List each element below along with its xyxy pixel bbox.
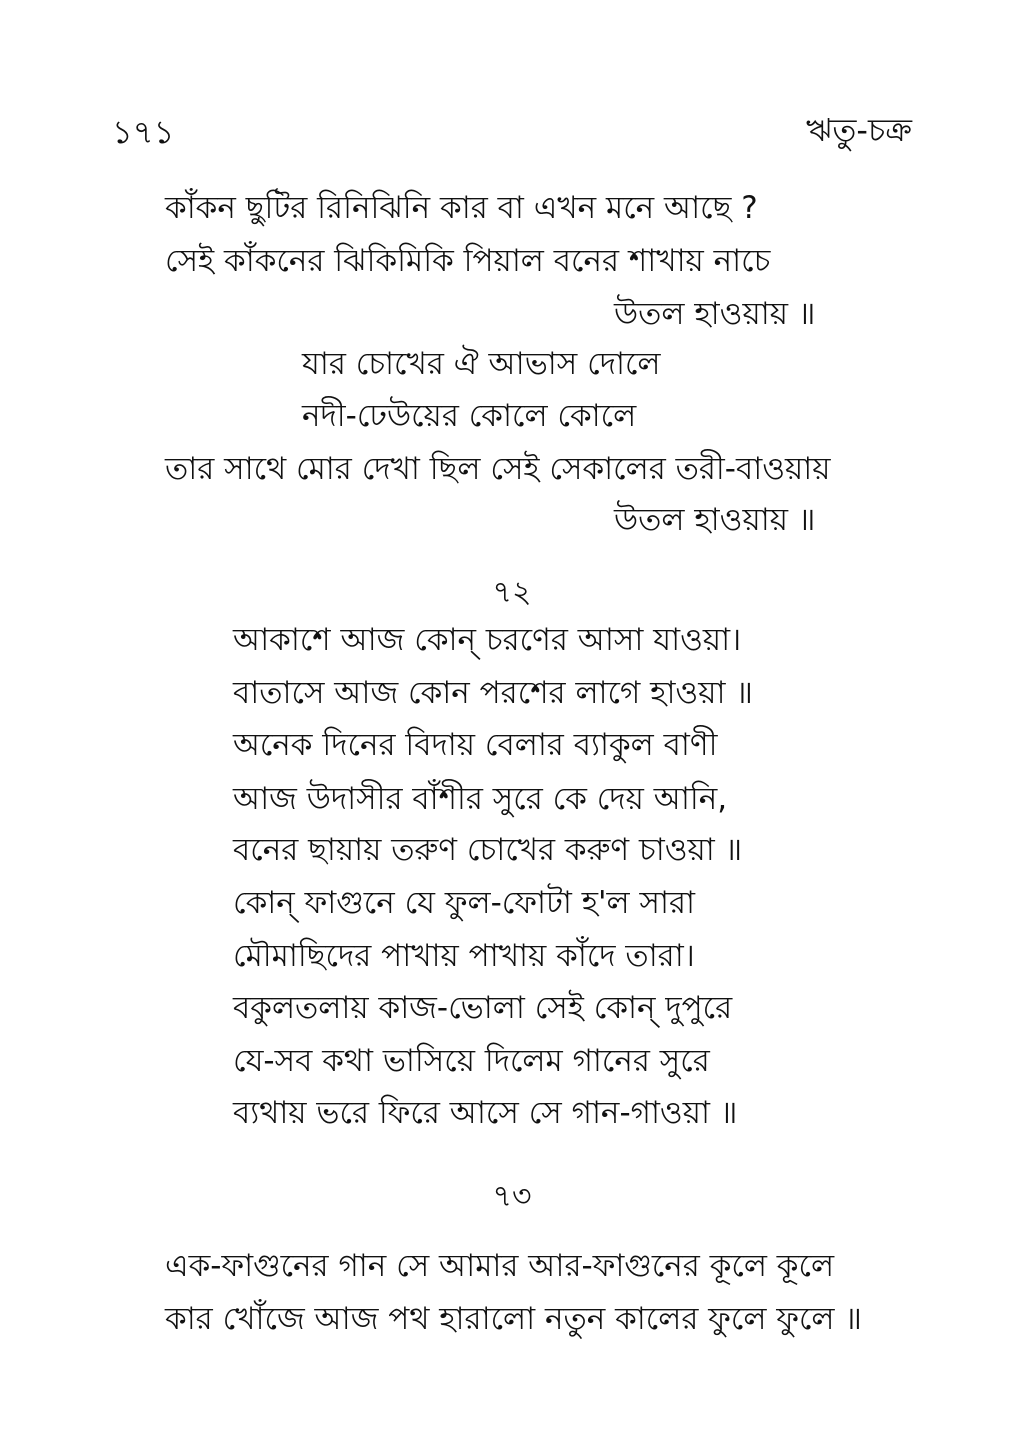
verse-line: এক-ফাগুনের গান সে আমার আর-ফাগুনের কূলে কূলে xyxy=(165,1248,835,1284)
running-title: ঋতু-চক্র xyxy=(805,111,912,149)
verse-line: যে-সব কথা ভাসিয়ে দিলেম গানের সুরে xyxy=(233,1043,710,1079)
page-number: ১৭১ xyxy=(112,113,175,151)
verse-line: নদী-ঢেউয়ের কোলে কোলে xyxy=(302,398,637,434)
verse-line: আজ উদাসীর বাঁশীর সুরে কে দেয় আনি, xyxy=(233,781,728,817)
verse-line: মৌমাছিদের পাখায় পাখায় কাঁদে তারা। xyxy=(233,938,695,974)
song-number: ৭৩ xyxy=(492,1179,532,1214)
verse-line: ব্যথায় ভরে ফিরে আসে সে গান-গাওয়া ॥ xyxy=(233,1095,738,1131)
verse-line: বাতাসে আজ কোন পরশের লাগে হাওয়া ॥ xyxy=(233,675,753,711)
verse-line: তার সাথে মোর দেখা ছিল সেই সেকালের তরী-বাওয়ায় xyxy=(165,451,831,487)
verse-line: উতল হাওয়ায় ॥ xyxy=(614,296,816,332)
verse-line: আকাশে আজ কোন্ চরণের আসা যাওয়া। xyxy=(233,622,742,658)
verse-line: বকুলতলায় কাজ-ভোলা সেই কোন্ দুপুরে xyxy=(233,990,733,1026)
verse-line: কার খোঁজে আজ পথ হারালো নতুন কালের ফুলে ফুলে ॥ xyxy=(165,1301,862,1337)
verse-line: উতল হাওয়ায় ॥ xyxy=(614,502,816,538)
song-number: ৭২ xyxy=(492,575,532,610)
verse-line: বনের ছায়ায় তরুণ চোখের করুণ চাওয়া ॥ xyxy=(233,832,743,868)
verse-line: সেই কাঁকনের ঝিকিমিকি পিয়াল বনের শাখায় নাচে xyxy=(165,243,771,279)
verse-line: যার চোখের ঐ আভাস দোলে xyxy=(302,346,661,382)
verse-line: অনেক দিনের বিদায় বেলার ব্যাকুল বাণী xyxy=(233,727,718,763)
verse-line: কাঁকন ছুটির রিনিঝিনি কার বা এখন মনে আছে ? xyxy=(165,190,758,226)
verse-line: কোন্ ফাগুনে যে ফুল-ফোটা হ'ল সারা xyxy=(233,885,696,921)
